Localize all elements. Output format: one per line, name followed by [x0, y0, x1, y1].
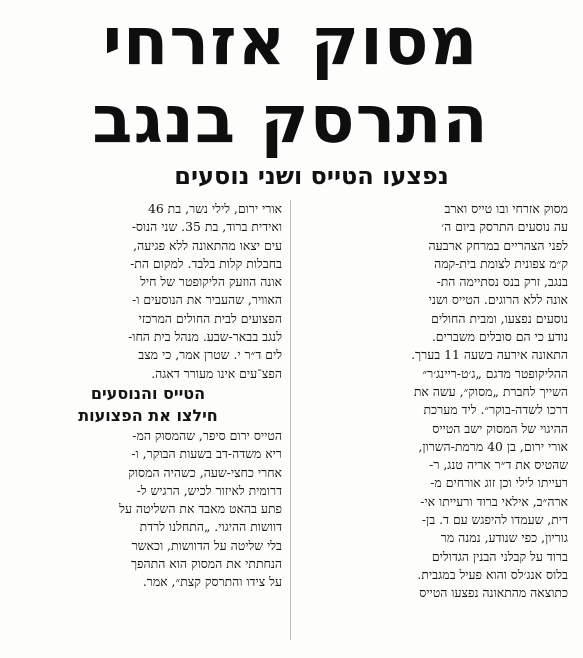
text-line: גוריון, כפי שנודע, נמנה מר: [440, 530, 568, 546]
text-line: דרומית לאיזור לכיש, הרגיש ל-: [136, 482, 282, 498]
text-line: כתוצאה מהתאונה נפצעו הטייס: [419, 585, 568, 601]
text-line: בחבלות קלות בלבד. למקום הת-: [130, 255, 282, 271]
text-line: בנגב, זרק בנס נסתיימה הת-: [436, 274, 568, 290]
text-line: עה נוסעים התרסק ביום ה׳: [441, 219, 568, 235]
text-line: הנחתתי את המסוק הוא התהפך: [130, 556, 282, 572]
left-column-paragraph-2: [14, 427, 282, 592]
article-column-right: [296, 200, 568, 603]
headline-line-2: התרסק בנגב: [92, 81, 489, 158]
text-line: דרכו לשדה-בוקר״. ליד מערכת: [423, 402, 568, 418]
article-column-left: [14, 200, 282, 592]
text-line: האוויר, שהעביר את הנוסעים ו-: [132, 292, 282, 308]
text-line: התאונה אירעה בשעה 11 בערך.: [411, 347, 568, 363]
text-line: ברוד על קבלני הבנין הגדולים: [431, 548, 568, 564]
text-line: מסוק אזרחי ובו טייס וארב: [444, 201, 568, 216]
text-line: דית, שעמדו להיפגש עם ד. בן-: [421, 512, 568, 528]
text-line: ואידית ברוד, בת 35. שני הנוס-: [131, 219, 282, 235]
text-line: נוסעים נפצעו, ומבית החולים: [431, 310, 568, 326]
text-line: לפני הצהריים במרחק ארבעה: [428, 237, 568, 253]
text-line: הפצ־עים אינו מעורר דאגה.: [151, 365, 282, 381]
text-line: עים יצאו מהתאונה ללא פגיעה,: [133, 237, 282, 253]
text-line: נודע כי הם סובלים משברים.: [431, 329, 568, 345]
text-line: אחרי כחצי-שעה, כשהיה המסוק: [128, 464, 282, 480]
text-line: רעייתו לילי וכן זוג אורחים מ-: [430, 475, 568, 491]
text-line: הפצועים לבית החולים המרכזי: [138, 310, 282, 326]
text-line: אונה ללא הרוגים. הטייס ושני: [428, 292, 568, 308]
text-line: הטייס ירום סיפר, שהמסוק המ-: [132, 427, 282, 443]
text-line: ריא משדה-דב בשעות הבוקר, ו-: [131, 446, 282, 462]
text-line: אורי ירום, לילי נשר, בת 46: [147, 201, 282, 216]
text-line: לים ד״ר י. שטרן אמר, כי מצב: [138, 347, 282, 363]
text-line: ק״מ צפונית לצומת בית-קמה: [434, 255, 568, 271]
text-line: לנגב בבאר-שבע. מנהל בית החו-: [128, 329, 282, 345]
text-line: בלוס אנג׳לס והוא פעיל במגבית.: [417, 566, 568, 582]
column-divider: [290, 200, 291, 640]
left-column-paragraph-1: [14, 200, 282, 383]
headline-line-1: מסוק אזרחי: [102, 3, 479, 80]
text-line: ההיגוי של המסוק ישב הטייס: [432, 420, 568, 436]
text-line: אונה הוזעק הליקופטר של חיל: [140, 274, 282, 290]
text-line: ארה״ב, אילאי ברוד ורעייתו אי-: [420, 493, 568, 509]
text-line: פתע בהאט מאבד את השליטה על: [119, 501, 282, 517]
text-line: בלי שליטה על הדוושות, וכאשר: [131, 537, 282, 553]
text-line: שהטיס את ד״ר אריה טנג, ר-: [429, 457, 568, 473]
section-title-line-1: הטייס והנוסעים: [90, 383, 206, 403]
text-line: דוושות ההיגוי. „התחלנו לרדת: [139, 519, 282, 535]
text-line: על צידו והתרסק קצת״, אמר.: [142, 574, 282, 590]
section-title-line-2: חילצו את הפצועות: [78, 405, 218, 425]
text-line: אורי ירום, בן 40 מרמת-השרון,: [418, 438, 568, 454]
subheadline: נפצעו הטייס ושני נוסעים: [174, 162, 449, 190]
text-line: השייך לחברת „מסוק״, עשה את: [413, 383, 568, 399]
text-line: ההליקופטר מדגם „ג׳ט-ריינג׳ר״: [422, 365, 568, 381]
